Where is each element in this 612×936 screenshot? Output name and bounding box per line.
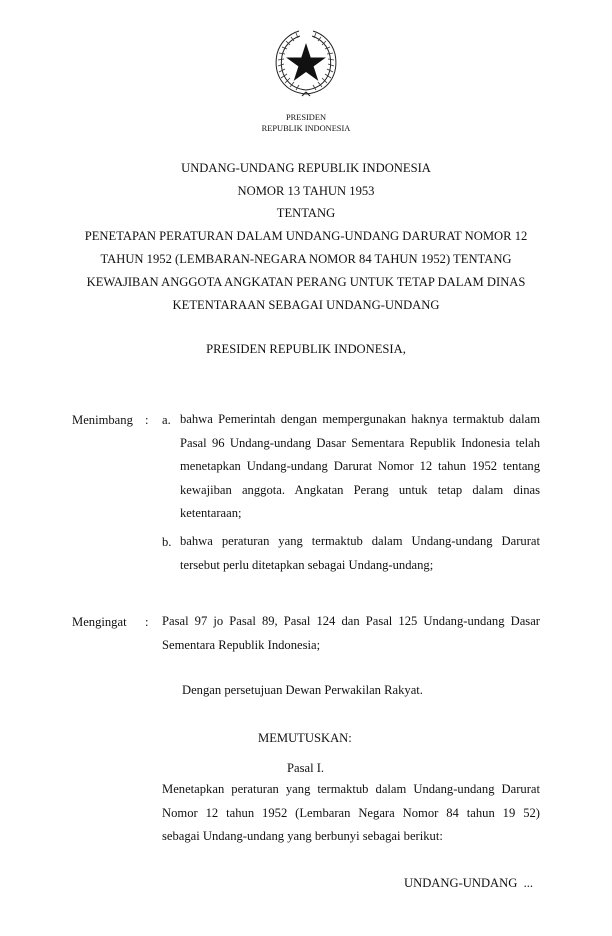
header-presiden: PRESIDEN — [285, 113, 327, 122]
mengingat-label: Mengingat — [72, 615, 127, 629]
text-line: Pasal 97 jo Pasal 89, Pasal 124 dan Pasal 125 Undang-undang Dasar — [162, 614, 540, 628]
menimbang-item-a-text — [180, 408, 540, 526]
header-republik-indonesia: REPUBLIK INDONESIA — [261, 124, 351, 133]
title-line-5: TAHUN 1952 (LEMBARAN-NEGARA NOMOR 84 TAHUN 1952) TENTANG — [100, 252, 512, 266]
text-line: Sementara Republik Indonesia; — [162, 637, 321, 652]
text-line: Nomor 12 tahun 1952 (Lembaran Negara Nomor 84 tahun 19 52) — [162, 805, 540, 820]
title-line-4: PENETAPAN PERATURAN DALAM UNDANG-UNDANG DARURAT NOMOR 12 — [84, 229, 528, 243]
title-line-6: KEWAJIBAN ANGGOTA ANGKATAN PERANG UNTUK TETAP DALAM DINAS — [86, 275, 526, 289]
text-line: bahwa peraturan yang termaktub dalam Undang-undang Darurat — [180, 534, 540, 548]
text-line: sebagai Undang-undang yang berbunyi sebagai berikut: — [162, 829, 443, 843]
menimbang-item-b-letter: b. — [162, 535, 172, 549]
pasal-text — [162, 778, 540, 849]
menimbang-item-b-text — [180, 530, 540, 577]
title-line-3: TENTANG — [276, 206, 336, 220]
text-line: ketentaraan; — [180, 506, 242, 520]
menimbang-item-a-letter: a. — [162, 413, 171, 427]
pasal-title: Pasal I. — [287, 761, 325, 775]
text-line: menetapkan Undang-undang Darurat Nomor 12 tahun 1952 tentang — [180, 459, 540, 473]
approval-line: Dengan persetujuan Dewan Perwakilan Rakyat. — [182, 683, 423, 697]
issuer-line: PRESIDEN REPUBLIK INDONESIA, — [206, 342, 406, 356]
title-line-7: KETENTARAAN SEBAGAI UNDANG-UNDANG — [172, 298, 440, 312]
menimbang-label: Menimbang — [72, 413, 133, 427]
menimbang-colon: : — [145, 413, 149, 427]
text-line: tersebut perlu ditetapkan sebagai Undang-undang; — [180, 557, 434, 572]
garuda-emblem-icon — [269, 26, 343, 100]
text-line: bahwa Pemerintah dengan mempergunakan haknya termaktub dalam — [180, 412, 540, 426]
text-line: Menetapkan peraturan yang termaktub dalam Undang-undang Darurat — [162, 782, 540, 796]
continuation-marker: UNDANG-UNDANG ... — [404, 876, 534, 890]
title-line-2: NOMOR 13 TAHUN 1953 — [237, 184, 375, 198]
mengingat-text — [162, 610, 540, 657]
title-line-1: UNDANG-UNDANG REPUBLIK INDONESIA — [181, 161, 431, 175]
text-line: kewajiban anggota. Angkatan Perang untuk tetap dalam dinas — [180, 482, 540, 497]
text-line: Pasal 96 Undang-undang Dasar Sementara Republik Indonesia telah — [180, 435, 540, 450]
decision-heading: MEMUTUSKAN: — [258, 731, 352, 745]
mengingat-colon: : — [145, 615, 149, 629]
